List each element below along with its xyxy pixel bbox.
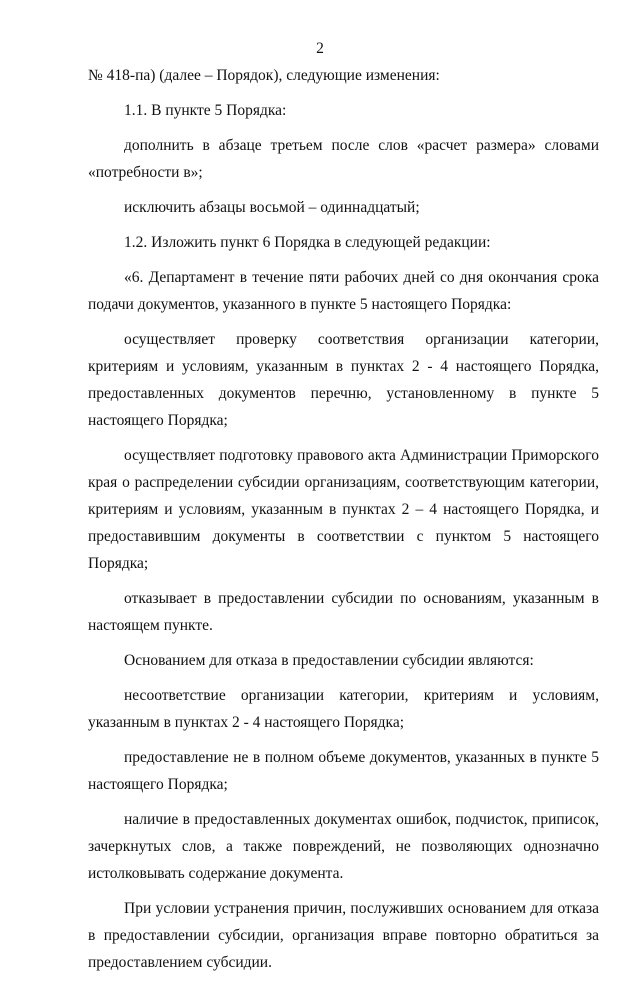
paragraph-ground-errors: наличие в предоставленных документах ошибок, подчисток, приписок, зачеркнутых слов, а также повреждений, не позволяющих однозначно истолковывать содержание документа. <box>88 811 599 882</box>
paragraph-item-1-1: 1.1. В пункте 5 Порядка: <box>124 102 287 119</box>
paragraph-reapply: При условии устранения причин, послуживших основанием для отказа в предоставлении субсидии, организация вправе повторно обратиться за предоставлением субсидии. <box>88 900 599 971</box>
paragraph-refusal-grounds: Основанием для отказа в предоставлении субсидии являются: <box>124 652 534 669</box>
paragraph-legal-act: осуществляет подготовку правового акта Администрации Приморского края о распределении субсидии организациям, соответствующим категории, критериям и условиям, указанным в пунктах 2 – 4 настоящего Порядка, и предоставившим документы в соответствии с пунктом 5 настоящего Порядка; <box>88 447 599 572</box>
paragraph-item-1-2: 1.2. Изложить пункт 6 Порядка в следующей редакции: <box>124 234 491 251</box>
document-body <box>88 62 599 984</box>
paragraph-amendment-exclude: исключить абзацы восьмой – одиннадцатый; <box>124 199 420 216</box>
paragraph-intro: № 418-па) (далее – Порядок), следующие изменения: <box>88 67 440 84</box>
paragraph-ground-nonconformity: несоответствие организации категории, критериям и условиям, указанным в пунктах 2 - 4 настоящего Порядка; <box>88 687 599 731</box>
paragraph-verification: осуществляет проверку соответствия организации категории, критериям и условиям, указанным в пунктах 2 - 4 настоящего Порядка, предоставленных документов перечню, установленному в пункте 5 настоящего Порядка; <box>88 331 599 429</box>
paragraph-ground-incomplete: предоставление не в полном объеме документов, указанных в пункте 5 настоящего Порядка; <box>88 749 599 793</box>
page-number: 2 <box>316 40 324 57</box>
paragraph-amendment-add: дополнить в абзаце третьем после слов «расчет размера» словами «потребности в»; <box>88 137 599 181</box>
paragraph-point-6: «6. Департамент в течение пяти рабочих дней со дня окончания срока подачи документов, указанного в пункте 5 настоящего Порядка: <box>88 269 599 313</box>
paragraph-refusal: отказывает в предоставлении субсидии по основаниям, указанным в настоящем пункте. <box>88 590 599 634</box>
